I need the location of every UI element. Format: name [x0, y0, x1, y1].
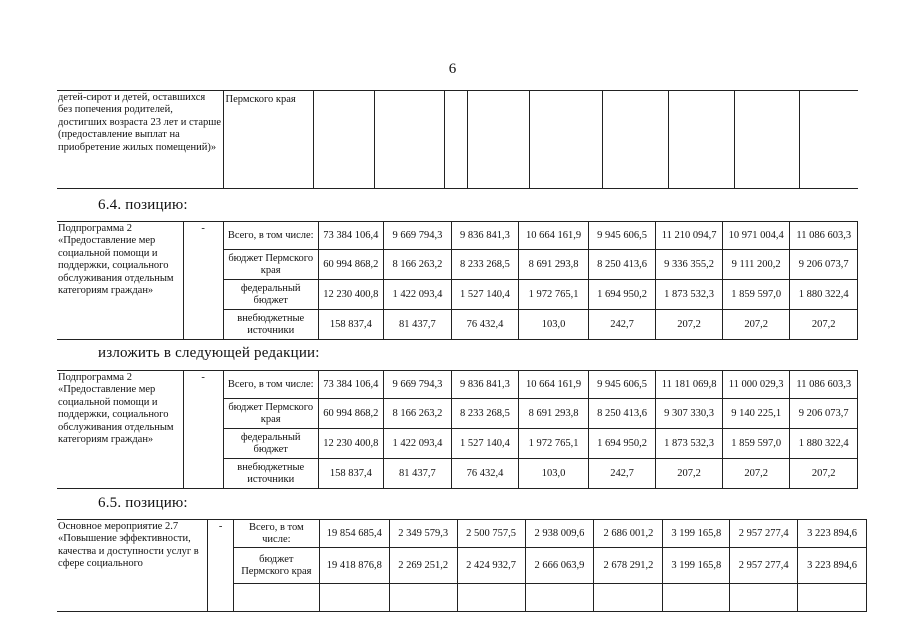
program-name-cell: Подпрограмма 2 «Предоставление мер социальной помощи и поддержки, социального обслуживания отдельным категориям граждан» [57, 222, 183, 340]
value-cell: 2 686 001,2 [594, 520, 663, 548]
section-heading-6-4: 6.4. позицию: [98, 197, 188, 213]
value-cell: 158 837,4 [318, 459, 384, 489]
value-cell: 8 691 293,8 [519, 399, 589, 429]
empty-cell [602, 91, 668, 189]
value-cell: 2 678 291,2 [594, 548, 663, 584]
dash-cell: - [208, 520, 233, 612]
value-cell: 3 199 165,8 [663, 548, 730, 584]
value-cell: 10 664 161,9 [519, 371, 589, 399]
value-cell: 3 223 894,6 [798, 520, 867, 548]
measure-table [57, 519, 867, 612]
value-cell: 3 199 165,8 [663, 520, 730, 548]
empty-cell [444, 91, 467, 189]
source-cell: внебюджетные источники [223, 310, 318, 340]
value-cell: 60 994 868,2 [318, 399, 384, 429]
value-cell: 1 873 532,3 [656, 280, 723, 310]
value-cell: 73 384 106,4 [318, 371, 384, 399]
empty-cell [730, 584, 798, 612]
value-cell: 2 500 757,5 [457, 520, 525, 548]
value-cell: 1 527 140,4 [451, 280, 519, 310]
value-cell: 8 691 293,8 [519, 250, 589, 280]
value-cell: 1 859 597,0 [722, 280, 790, 310]
value-cell: 8 166 263,2 [384, 250, 452, 280]
value-cell: 60 994 868,2 [318, 250, 384, 280]
value-cell: 1 527 140,4 [451, 429, 519, 459]
value-cell: 8 250 413,6 [588, 399, 656, 429]
source-cell: Пермского края [223, 91, 313, 189]
empty-cell [663, 584, 730, 612]
empty-cell [525, 584, 594, 612]
source-cell: Всего, в том числе: [233, 520, 319, 548]
value-cell: 2 349 579,3 [389, 520, 457, 548]
empty-cell [389, 584, 457, 612]
source-cell: Всего, в том числе: [223, 222, 318, 250]
value-cell: 76 432,4 [451, 310, 519, 340]
value-cell: 2 938 009,6 [525, 520, 594, 548]
empty-cell [233, 584, 319, 612]
value-cell: 1 859 597,0 [722, 429, 790, 459]
program-name-cell: детей-сирот и детей, оставшихся без попечения родителей, достигших возраста 23 лет и старше (предоставление выплат на приобретение жилых помещений)» [57, 91, 223, 189]
continuation-table [57, 90, 858, 189]
value-cell: 1 694 950,2 [588, 429, 656, 459]
value-cell: 2 269 251,2 [389, 548, 457, 584]
value-cell: 207,2 [656, 310, 723, 340]
source-cell: федеральный бюджет [223, 429, 318, 459]
empty-cell [313, 91, 374, 189]
value-cell: 12 230 400,8 [318, 429, 384, 459]
value-cell: 11 181 069,8 [656, 371, 723, 399]
value-cell: 1 972 765,1 [519, 280, 589, 310]
empty-cell [594, 584, 663, 612]
value-cell: 9 206 073,7 [790, 250, 858, 280]
value-cell: 11 000 029,3 [722, 371, 790, 399]
value-cell: 2 957 277,4 [730, 548, 798, 584]
value-cell: 242,7 [588, 459, 656, 489]
value-cell: 10 971 004,4 [722, 222, 790, 250]
value-cell: 12 230 400,8 [318, 280, 384, 310]
value-cell: 2 666 063,9 [525, 548, 594, 584]
value-cell: 2 957 277,4 [730, 520, 798, 548]
value-cell: 242,7 [588, 310, 656, 340]
value-cell: 207,2 [656, 459, 723, 489]
value-cell: 103,0 [519, 310, 589, 340]
value-cell: 1 694 950,2 [588, 280, 656, 310]
empty-cell [529, 91, 602, 189]
value-cell: 10 664 161,9 [519, 222, 589, 250]
program-name-cell: Основное мероприятие 2.7 «Повышение эффективности, качества и доступности услуг в сфере социального [57, 520, 208, 612]
source-cell: внебюджетные источники [223, 459, 318, 489]
empty-cell [319, 584, 389, 612]
dash-cell: - [183, 371, 223, 489]
dash-cell: - [183, 222, 223, 340]
value-cell: 11 086 603,3 [790, 222, 858, 250]
source-cell: бюджет Пермского края [223, 399, 318, 429]
value-cell: 9 836 841,3 [451, 222, 519, 250]
value-cell: 9 336 355,2 [656, 250, 723, 280]
value-cell: 207,2 [722, 310, 790, 340]
value-cell: 19 418 876,8 [319, 548, 389, 584]
value-cell: 9 307 330,3 [656, 399, 723, 429]
old-position-table [57, 221, 858, 340]
value-cell: 1 873 532,3 [656, 429, 723, 459]
value-cell: 9 206 073,7 [790, 399, 858, 429]
source-cell: федеральный бюджет [223, 280, 318, 310]
value-cell: 9 945 606,5 [588, 222, 656, 250]
value-cell: 81 437,7 [384, 310, 452, 340]
value-cell: 9 945 606,5 [588, 371, 656, 399]
value-cell: 9 140 225,1 [722, 399, 790, 429]
value-cell: 73 384 106,4 [318, 222, 384, 250]
value-cell: 9 669 794,3 [384, 222, 452, 250]
value-cell: 11 210 094,7 [656, 222, 723, 250]
value-cell: 8 233 268,5 [451, 250, 519, 280]
value-cell: 8 250 413,6 [588, 250, 656, 280]
value-cell: 207,2 [790, 459, 858, 489]
value-cell: 1 972 765,1 [519, 429, 589, 459]
empty-cell [668, 91, 734, 189]
empty-cell [798, 584, 867, 612]
program-name-cell: Подпрограмма 2 «Предоставление мер социальной помощи и поддержки, социального обслуживания отдельным категориям граждан» [57, 371, 183, 489]
section-heading-new-wording: изложить в следующей редакции: [98, 345, 320, 361]
value-cell: 8 166 263,2 [384, 399, 452, 429]
empty-cell [457, 584, 525, 612]
source-cell: Всего, в том числе: [223, 371, 318, 399]
value-cell: 158 837,4 [318, 310, 384, 340]
value-cell: 1 422 093,4 [384, 280, 452, 310]
value-cell: 9 669 794,3 [384, 371, 452, 399]
value-cell: 1 880 322,4 [790, 280, 858, 310]
value-cell: 103,0 [519, 459, 589, 489]
section-heading-6-5: 6.5. позицию: [98, 495, 188, 511]
page-number: 6 [448, 61, 457, 77]
value-cell: 1 422 093,4 [384, 429, 452, 459]
value-cell: 2 424 932,7 [457, 548, 525, 584]
empty-cell [799, 91, 858, 189]
value-cell: 3 223 894,6 [798, 548, 867, 584]
empty-cell [374, 91, 444, 189]
value-cell: 9 111 200,2 [722, 250, 790, 280]
value-cell: 1 880 322,4 [790, 429, 858, 459]
value-cell: 11 086 603,3 [790, 371, 858, 399]
value-cell: 19 854 685,4 [319, 520, 389, 548]
value-cell: 207,2 [790, 310, 858, 340]
value-cell: 9 836 841,3 [451, 371, 519, 399]
source-cell: бюджет Пермского края [233, 548, 319, 584]
new-position-table [57, 370, 858, 489]
empty-cell [467, 91, 529, 189]
source-cell: бюджет Пермского края [223, 250, 318, 280]
value-cell: 207,2 [722, 459, 790, 489]
empty-cell [734, 91, 799, 189]
value-cell: 76 432,4 [451, 459, 519, 489]
value-cell: 8 233 268,5 [451, 399, 519, 429]
value-cell: 81 437,7 [384, 459, 452, 489]
